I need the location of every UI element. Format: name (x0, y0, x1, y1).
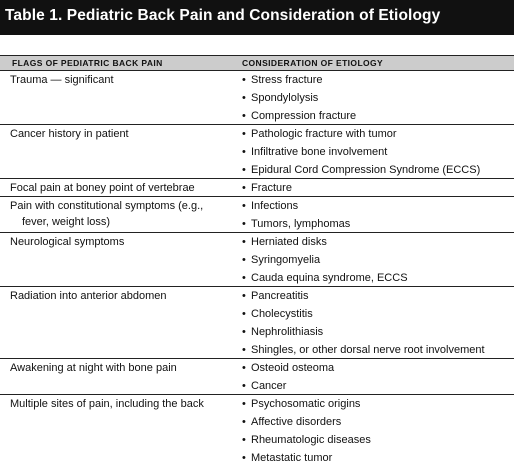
flag-cell (10, 288, 236, 304)
etiology-text: Nephrolithiasis (251, 326, 324, 338)
header-etiology: CONSIDERATION OF ETIOLOGY (242, 58, 384, 68)
etiology-item (242, 450, 512, 468)
flag-text: Cancer history in patient (10, 128, 129, 140)
etiology-item (242, 288, 512, 306)
etiology-list (242, 288, 512, 360)
bullet-icon: • (242, 326, 246, 338)
etiology-item (242, 360, 512, 378)
flag-text: Focal pain at boney point of vertebrae (10, 182, 195, 194)
bullet-icon: • (242, 236, 246, 248)
flag-cell (10, 234, 236, 250)
flag-cell (10, 180, 236, 196)
bullet-icon: • (242, 110, 246, 122)
table-header-row (0, 55, 514, 70)
bullet-icon: • (242, 254, 246, 266)
etiology-text: Cancer (251, 380, 287, 392)
table-row (0, 70, 514, 125)
bullet-icon: • (242, 182, 246, 194)
etiology-text: Fracture (251, 182, 292, 194)
etiology-text: Compression fracture (251, 110, 357, 122)
etiology-item (242, 90, 512, 108)
flag-cell (10, 198, 236, 230)
etiology-text: Tumors, lymphomas (251, 218, 351, 230)
bullet-icon: • (242, 92, 246, 104)
etiology-list (242, 396, 512, 468)
etiology-text: Rheumatologic diseases (251, 434, 371, 446)
flag-text: Radiation into anterior abdomen (10, 290, 167, 302)
bullet-icon: • (242, 362, 246, 374)
etiology-item (242, 306, 512, 324)
table-row (0, 232, 514, 287)
etiology-text: Psychosomatic origins (251, 398, 361, 410)
etiology-list (242, 126, 512, 180)
flag-text: fever, weight loss) (22, 216, 111, 228)
etiology-text: Stress fracture (251, 74, 323, 86)
table-row (0, 178, 514, 197)
title-bar (0, 0, 514, 35)
bullet-icon: • (242, 218, 246, 230)
etiology-text: Herniated disks (251, 236, 327, 248)
etiology-text: Pancreatitis (251, 290, 309, 302)
table-row (0, 286, 514, 359)
bullet-icon: • (242, 452, 246, 464)
flag-cell (10, 360, 236, 376)
etiology-list (242, 72, 512, 126)
table-row (0, 358, 514, 395)
etiology-item (242, 396, 512, 414)
bullet-icon: • (242, 272, 246, 284)
bullet-icon: • (242, 74, 246, 86)
etiology-text: Cholecystitis (251, 308, 313, 320)
flag-cell (10, 126, 236, 142)
flag-text: Pain with constitutional symptoms (e.g., (10, 200, 204, 212)
etiology-text: Osteoid osteoma (251, 362, 335, 374)
etiology-text: Metastatic tumor (251, 452, 333, 464)
etiology-item (242, 234, 512, 252)
bullet-icon: • (242, 416, 246, 428)
bullet-icon: • (242, 200, 246, 212)
etiology-text: Pathologic fracture with tumor (251, 128, 397, 140)
bullet-icon: • (242, 128, 246, 140)
bullet-icon: • (242, 146, 246, 158)
etiology-item (242, 126, 512, 144)
flag-text: Trauma — significant (10, 74, 114, 86)
table-title: Table 1. Pediatric Back Pain and Consideration of Etiology (5, 7, 441, 24)
etiology-list (242, 234, 512, 288)
etiology-text: Epidural Cord Compression Syndrome (ECCS) (251, 164, 481, 176)
flag-cell (10, 396, 236, 412)
table-row (0, 394, 514, 467)
etiology-item (242, 72, 512, 90)
etiology-text: Spondylolysis (251, 92, 319, 104)
etiology-text: Shingles, or other dorsal nerve root involvement (251, 344, 485, 356)
flag-cell (10, 72, 236, 88)
etiology-text: Infiltrative bone involvement (251, 146, 388, 158)
bullet-icon: • (242, 344, 246, 356)
etiology-text: Infections (251, 200, 299, 212)
etiology-item (242, 252, 512, 270)
etiology-item (242, 198, 512, 216)
etiology-text: Cauda equina syndrome, ECCS (251, 272, 408, 284)
etiology-list (242, 360, 512, 396)
bullet-icon: • (242, 380, 246, 392)
header-flags: FLAGS OF PEDIATRIC BACK PAIN (12, 58, 163, 68)
bullet-icon: • (242, 398, 246, 410)
etiology-list (242, 198, 512, 234)
table-row (0, 124, 514, 179)
etiology-item (242, 414, 512, 432)
flag-text: Neurological symptoms (10, 236, 125, 248)
etiology-text: Affective disorders (251, 416, 342, 428)
etiology-item (242, 432, 512, 450)
flag-text: Awakening at night with bone pain (10, 362, 177, 374)
bullet-icon: • (242, 164, 246, 176)
bullet-icon: • (242, 290, 246, 302)
bullet-icon: • (242, 308, 246, 320)
etiology-text: Syringomyelia (251, 254, 321, 266)
etiology-item (242, 324, 512, 342)
bullet-icon: • (242, 434, 246, 446)
etiology-item (242, 144, 512, 162)
flag-text: Multiple sites of pain, including the back (10, 398, 204, 410)
table-row (0, 196, 514, 233)
